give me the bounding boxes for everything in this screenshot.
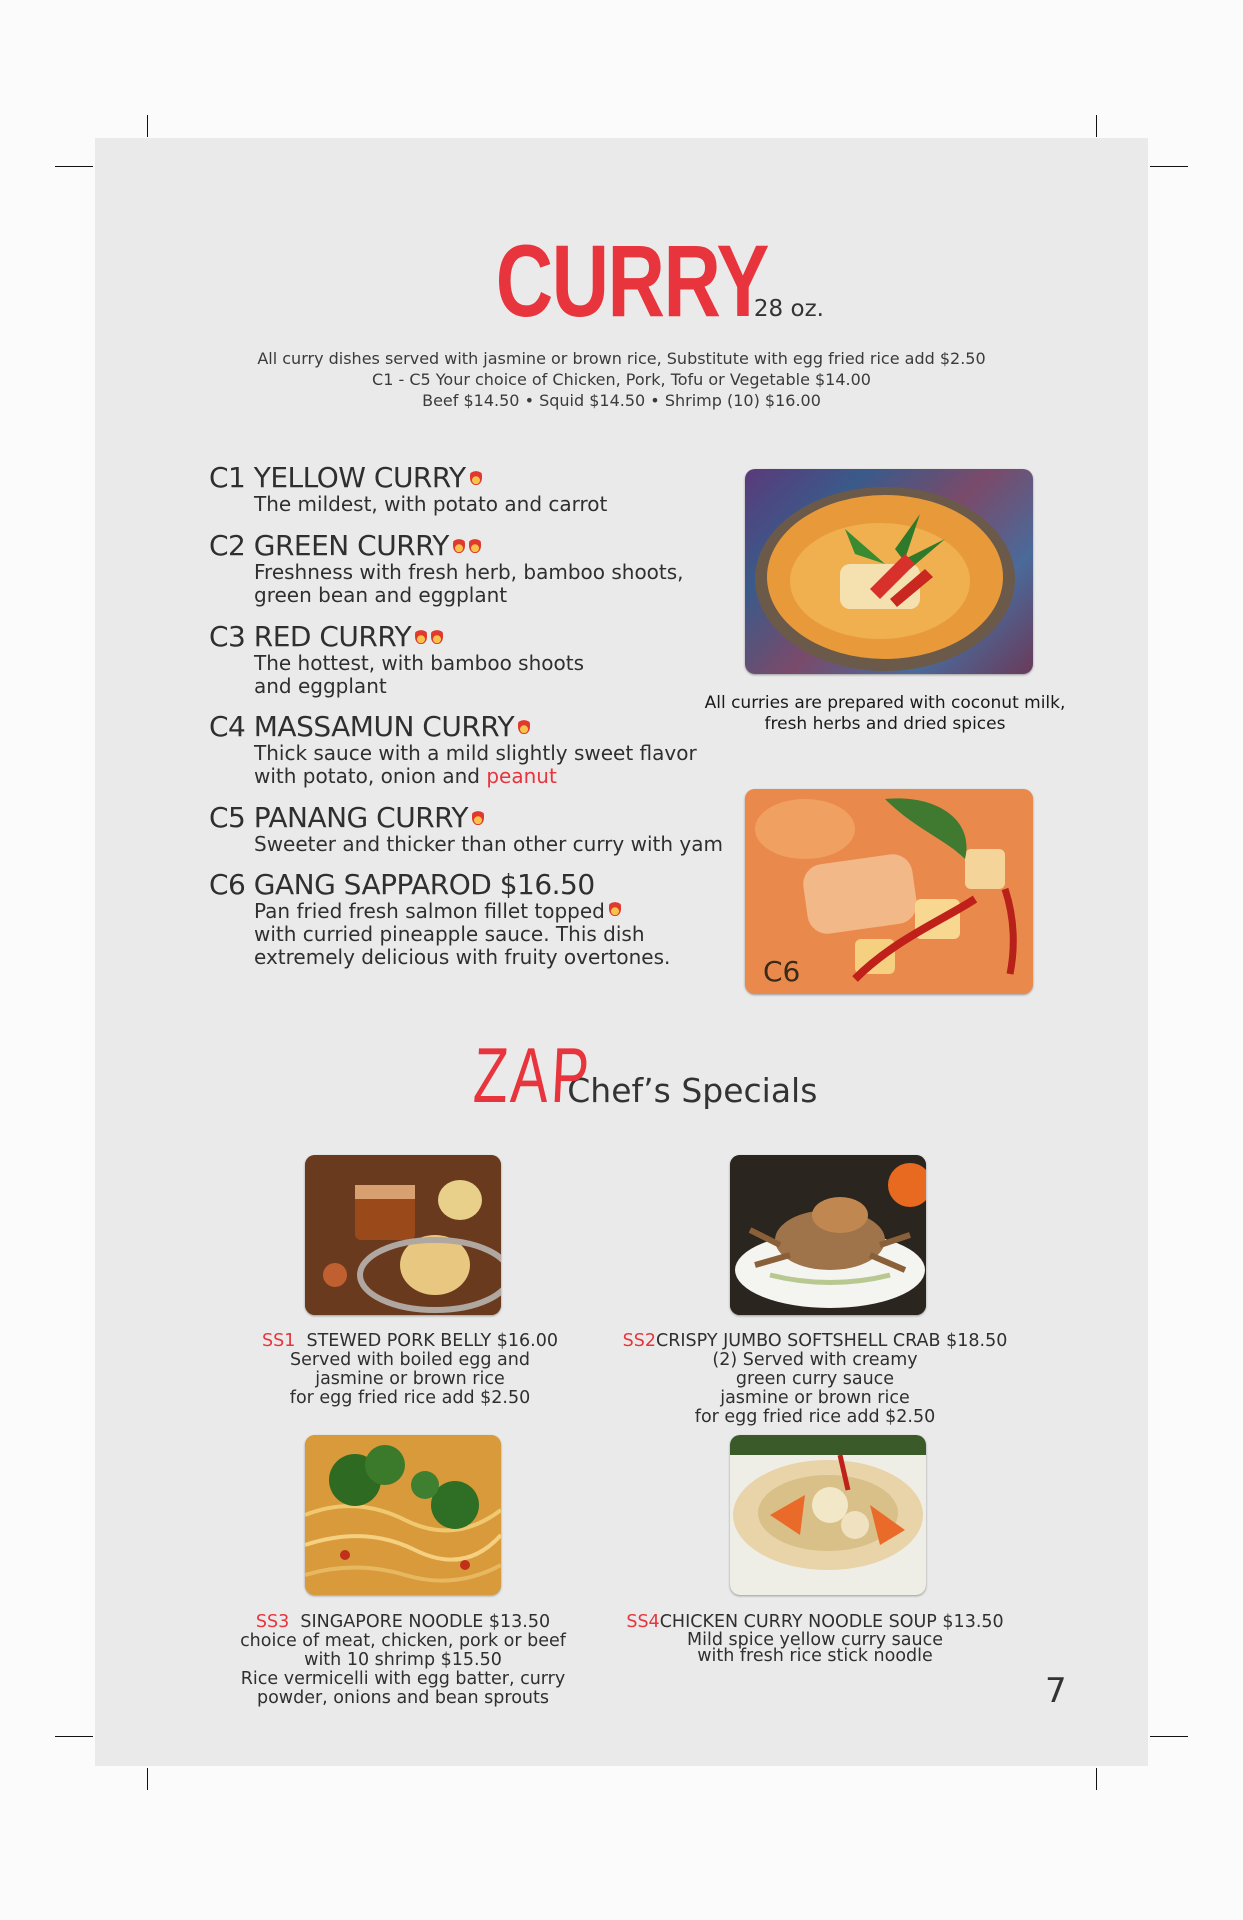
photo-label: C6 — [763, 955, 801, 988]
item-desc-row — [254, 900, 670, 923]
item-desc: Freshness with fresh herb, bamboo shoots, — [254, 560, 684, 584]
special-line: for egg fried rice add $2.50 — [694, 1407, 936, 1427]
special-line: choice of meat, chicken, pork or beef — [240, 1631, 566, 1651]
chili-icon — [609, 900, 621, 916]
special-line: Mild spice yellow curry sauce — [687, 1630, 943, 1650]
intro-line: All curry dishes served with jasmine or brown rice, Substitute with egg fried rice add $2.50 — [257, 349, 986, 368]
item-desc: Thick sauce with a mild slightly sweet flavor — [254, 741, 697, 765]
special-item-ss4 — [610, 1613, 1020, 1664]
special-line: with 10 shrimp $15.50 — [304, 1650, 502, 1670]
item-desc: extremely delicious with fruity overtones. — [254, 945, 671, 969]
gang-sapparod-photo — [745, 789, 1033, 994]
caption-line: fresh herbs and dried spices — [764, 714, 1006, 734]
specials-heading — [95, 1031, 1148, 1119]
chili-icon — [469, 537, 481, 553]
crop-mark — [1150, 1736, 1188, 1737]
chili-icon — [472, 809, 484, 825]
yellow-curry-photo — [745, 469, 1033, 674]
pork-belly-photo — [305, 1155, 501, 1315]
caption-line: All curries are prepared with coconut milk, — [704, 693, 1066, 713]
item-desc: Sweeter and thicker than other curry with yam — [254, 832, 723, 856]
item-desc-highlight: peanut — [486, 764, 557, 788]
crop-mark — [55, 166, 93, 167]
page-number: 7 — [1045, 1671, 1067, 1711]
special-line: Rice vermicelli with egg batter, curry — [240, 1669, 566, 1689]
item-desc: The mildest, with potato and carrot — [254, 492, 608, 516]
chili-icon — [431, 628, 443, 644]
curry-photo-caption — [695, 693, 1075, 735]
special-name: SINGAPORE NOODLE $13.50 — [300, 1612, 551, 1632]
special-line: for egg fried rice add $2.50 — [289, 1388, 531, 1408]
special-code: SS2 — [622, 1331, 656, 1351]
special-name: CHICKEN CURRY NOODLE SOUP $13.50 — [659, 1612, 1004, 1632]
item-desc: The hottest, with bamboo shoots — [254, 651, 585, 675]
curry-bowl-image — [745, 469, 1033, 674]
menu-item-c2 — [209, 531, 684, 607]
item-desc: and eggplant — [254, 674, 387, 698]
special-code: SS1 — [261, 1331, 296, 1351]
item-name: C4 MASSAMUN CURRY — [209, 710, 515, 743]
singapore-noodle-image — [305, 1435, 501, 1595]
special-line: Served with boiled egg and — [289, 1350, 530, 1370]
softshell-crab-photo — [730, 1155, 926, 1315]
curry-title: CURRY — [495, 224, 768, 338]
crop-mark — [1096, 1768, 1097, 1790]
special-line: powder, onions and bean sprouts — [256, 1688, 549, 1708]
curry-noodle-soup-image — [730, 1435, 926, 1595]
item-name: C1 YELLOW CURRY — [209, 461, 466, 494]
chili-icon — [518, 718, 530, 734]
item-name: C2 GREEN CURRY — [209, 529, 449, 562]
crop-mark — [147, 1768, 148, 1790]
crop-mark — [55, 1736, 93, 1737]
menu-item-c6 — [209, 870, 670, 969]
specials-subtitle: Chef’s Specials — [567, 1071, 818, 1110]
special-name: STEWED PORK BELLY $16.00 — [306, 1331, 558, 1351]
chili-icon — [415, 628, 427, 644]
chili-icon — [453, 537, 465, 553]
item-desc: with curried pineapple sauce. This dish — [254, 922, 645, 946]
item-name: C6 GANG SAPPAROD $16.50 — [209, 868, 595, 901]
special-line: (2) Served with creamy — [712, 1350, 918, 1370]
intro-line: C1 - C5 Your choice of Chicken, Pork, Tofu or Vegetable $14.00 — [372, 370, 871, 389]
item-desc-text: with potato, onion and — [254, 764, 487, 788]
special-line: green curry sauce — [735, 1369, 895, 1389]
item-desc: green bean and eggplant — [254, 583, 508, 607]
menu-item-c5 — [209, 803, 723, 856]
special-line: jasmine or brown rice — [720, 1388, 910, 1408]
special-item-ss3 — [213, 1613, 593, 1708]
chili-icon — [470, 469, 482, 485]
special-code: SS4 — [626, 1612, 660, 1632]
special-line: jasmine or brown rice — [315, 1369, 505, 1389]
menu-page — [95, 138, 1148, 1766]
special-name: CRISPY JUMBO SOFTSHELL CRAB $18.50 — [656, 1331, 1008, 1351]
crop-mark — [1150, 166, 1188, 167]
special-code: SS3 — [255, 1612, 290, 1632]
intro-line: Beef $14.50 • Squid $14.50 • Shrimp (10) $16.00 — [422, 391, 821, 410]
item-name: C3 RED CURRY — [209, 620, 412, 653]
specials-title: ZAP — [471, 1031, 594, 1119]
singapore-noodle-photo — [305, 1435, 501, 1595]
pork-belly-image — [305, 1155, 501, 1315]
softshell-crab-image — [730, 1155, 926, 1315]
curry-noodle-soup-photo — [730, 1435, 926, 1595]
special-item-ss2 — [610, 1332, 1020, 1427]
curry-size: 28 oz. — [753, 296, 824, 322]
curry-heading — [95, 224, 1148, 338]
item-name: C5 PANANG CURRY — [209, 801, 468, 834]
menu-item-c3 — [209, 622, 584, 698]
special-line: with fresh rice stick noodle — [697, 1646, 933, 1666]
item-desc — [254, 765, 697, 788]
crop-mark — [147, 115, 148, 137]
special-item-ss1 — [225, 1332, 595, 1408]
crop-mark — [1096, 115, 1097, 137]
menu-item-c4 — [209, 712, 697, 788]
menu-item-c1 — [209, 463, 607, 516]
curry-intro — [95, 348, 1148, 411]
item-desc: Pan fried fresh salmon fillet topped — [254, 899, 605, 923]
